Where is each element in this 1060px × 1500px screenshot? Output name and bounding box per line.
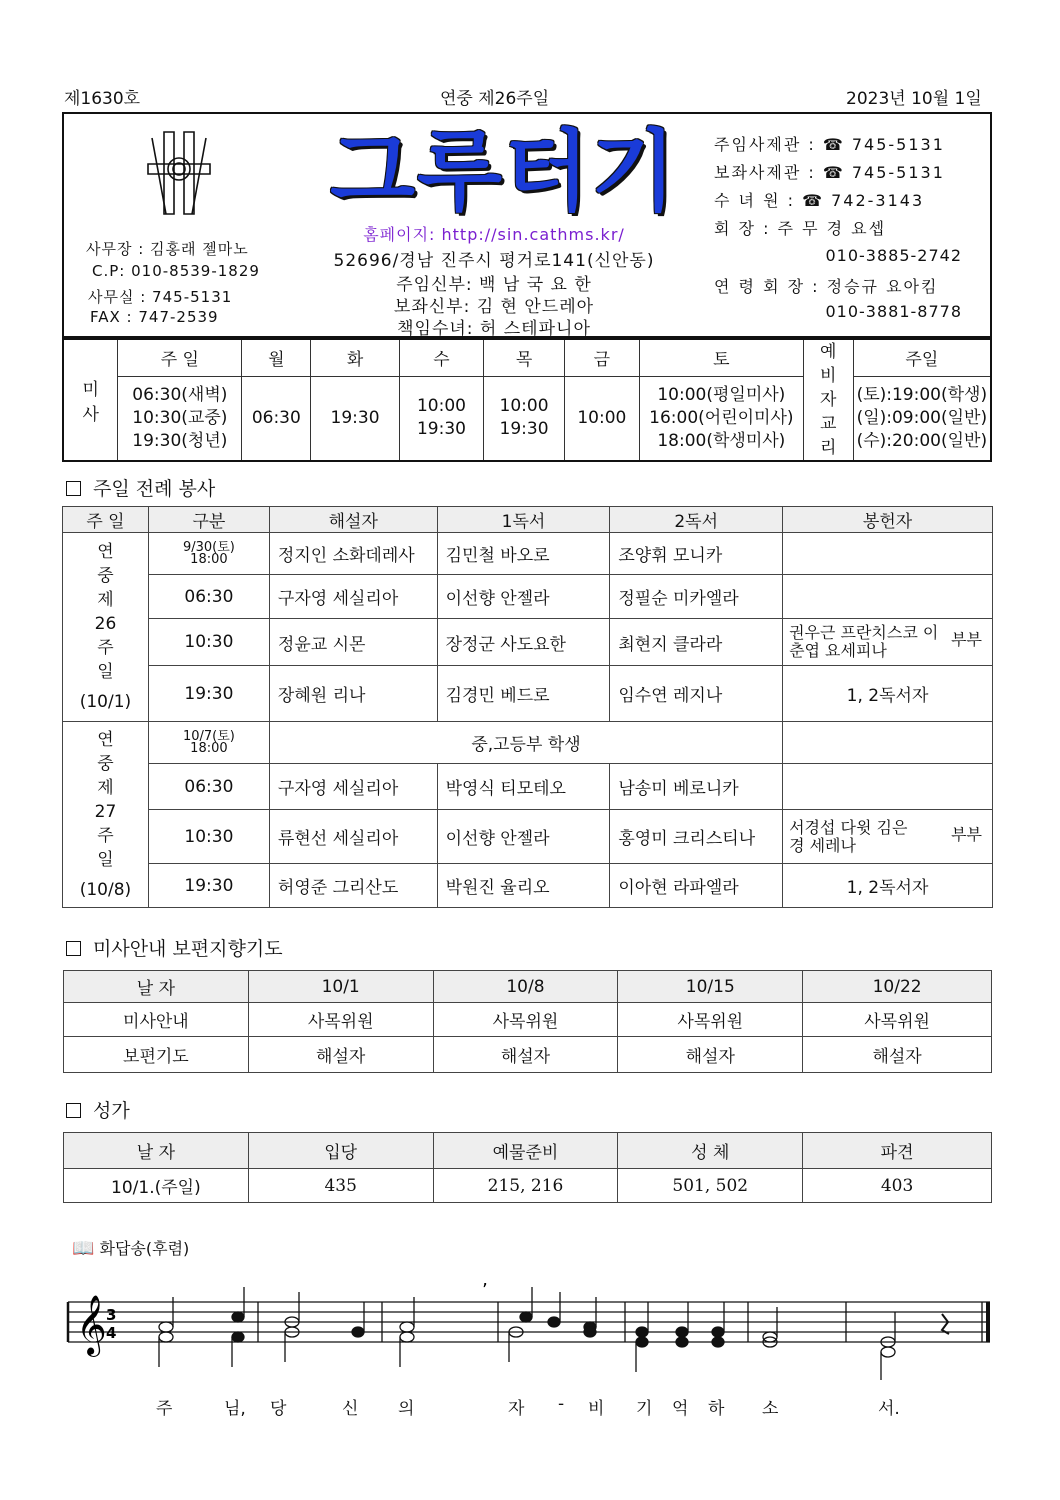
lyric-syllable: 소 (762, 1399, 779, 1419)
column-header: 해설자 (269, 507, 437, 533)
office-line: 사무장 : 김홍래 젤마노 (86, 240, 249, 258)
service-time: 10:30 (148, 810, 269, 864)
offerer-names: 권우근 프란치스코 이춘엽 요세피나 (789, 623, 939, 660)
column-header: 10/15 (618, 971, 803, 1003)
liturgy-section-title (66, 474, 215, 501)
day-header: 토 (639, 339, 803, 376)
psalm-title-text: 화답송(후렴) (99, 1239, 190, 1258)
lyric-syllable: 하 (708, 1399, 725, 1419)
service-time: 06:30 (148, 764, 269, 810)
reader-2: 이아현 라파엘라 (610, 864, 783, 908)
commentator: 정지인 소화데레사 (269, 533, 437, 575)
day-header: 수 (399, 339, 484, 376)
time-signature: 4 (106, 1324, 117, 1342)
reader-2: 최현지 클라라 (610, 619, 783, 666)
lyric-syllable: 의 (398, 1399, 415, 1419)
column-header: 날 자 (64, 971, 249, 1003)
commentator: 장혜원 리나 (269, 666, 437, 722)
lyric-syllable: 기 (636, 1399, 653, 1419)
guide-section-title (66, 934, 283, 961)
column-header: 10/22 (803, 971, 992, 1003)
commentator: 구자영 세실리아 (269, 764, 437, 810)
treble-clef-icon: 𝄞 (76, 1295, 107, 1355)
service-time: 10/7(토) 18:00 (148, 722, 269, 764)
time-signature: 3 (106, 1306, 117, 1324)
column-header: 입당 (248, 1133, 433, 1169)
reader-2: 홍영미 크리스티나 (610, 810, 783, 864)
guide-cell: 사목위원 (618, 1003, 803, 1037)
lyric-syllable: 비 (588, 1399, 605, 1419)
catechumen-time: (토):19:00(학생) (856, 384, 988, 405)
mass-time: 16:00(어린이미사) (649, 407, 794, 428)
column-header: 봉헌자 (783, 507, 993, 533)
address: 52696/경남 진주시 평거로141(신안동) (333, 251, 655, 271)
column-header: 성 체 (618, 1133, 803, 1169)
checkbox-icon (66, 481, 81, 496)
mass-time: 18:00(학생미사) (657, 430, 786, 451)
guide-table (63, 970, 992, 1073)
reader-2: 남송미 베로니카 (610, 764, 783, 810)
week-label-char: 연 (97, 542, 114, 562)
lyric-syllable: - (558, 1394, 565, 1414)
mass-time: 10:30(교중) (132, 407, 228, 428)
mass-time: 19:30(청년) (132, 430, 228, 451)
catechumen-time: (수):20:00(일반) (856, 430, 988, 451)
service-time: 19:30 (148, 864, 269, 908)
book-icon: 📖 (72, 1238, 95, 1259)
offerer (783, 764, 993, 810)
week-label-char: 일 (97, 662, 114, 682)
week-label-char: 26 (94, 614, 117, 634)
contact-line: 수 녀 원 : ☎ 742-3143 (714, 191, 925, 210)
hymn-number: 435 (248, 1169, 433, 1203)
week-label-char: 제 (97, 590, 114, 610)
psalm-title (72, 1236, 189, 1259)
service-time: 10:30 (148, 619, 269, 666)
homepage-link[interactable]: 홈페이지: http://sin.cathms.kr/ (363, 225, 625, 244)
column-header: 10/1 (248, 971, 433, 1003)
offerer (783, 533, 993, 575)
contact-line: 010-3881-8778 (825, 302, 962, 321)
column-header: 10/8 (433, 971, 618, 1003)
service-time: 06:30 (148, 575, 269, 619)
reader-1: 박원진 율리오 (437, 864, 610, 908)
mass-time: 19:30 (416, 419, 466, 440)
lyrics (0, 1394, 1060, 1418)
assistant-priest: 보좌신부: 김 현 안드레아 (393, 297, 595, 317)
issue-date: 2023년 10월 1일 (846, 89, 982, 109)
merged-cell: 중,고등부 학생 (269, 722, 782, 764)
week-label-char: 제 (97, 777, 114, 798)
reader-1: 장정군 사도요한 (437, 619, 610, 666)
reader-1: 이선향 안젤라 (437, 575, 610, 619)
mass-time: 10:00 (564, 376, 639, 461)
hymn-number: 403 (803, 1169, 992, 1203)
guide-cell: 해설자 (618, 1037, 803, 1073)
commentator: 허영준 그리산도 (269, 864, 437, 908)
day-header: 주일 (853, 339, 991, 376)
week-label-char: (10/8) (79, 879, 132, 900)
offerer-couple: 부부 (951, 825, 982, 844)
contact-line: 연 령 회 장 : 정승규 요아킴 (714, 277, 939, 296)
parish-logo-icon (144, 128, 214, 220)
service-time: 19:30 (148, 666, 269, 722)
lyric-syllable: 자 (508, 1399, 525, 1419)
lyric-syllable: 서. (878, 1399, 900, 1419)
row-label: 미사안내 (64, 1003, 249, 1037)
reader-1: 박영식 티모테오 (437, 764, 610, 810)
hymn-date: 10/1.(주일) (64, 1169, 249, 1203)
lyric-syllable: 주 (156, 1399, 173, 1419)
week-name: 연중 제26주일 (440, 89, 550, 109)
hymn-section-title (66, 1096, 130, 1123)
guide-cell: 사목위원 (803, 1003, 992, 1037)
reader-1: 김경민 베드로 (437, 666, 610, 722)
mass-time: 10:00 (416, 396, 466, 417)
week-label-char: 중 (97, 566, 114, 586)
offerer (783, 575, 993, 619)
sister-in-charge: 책임수녀: 허 스테파니아 (397, 319, 591, 339)
reader-1: 김민철 바오로 (437, 533, 610, 575)
catechumen-time: (일):09:00(일반) (856, 407, 988, 428)
column-header: 1독서 (437, 507, 610, 533)
offerer (783, 722, 993, 764)
guide-cell: 해설자 (248, 1037, 433, 1073)
hymn-table (63, 1132, 992, 1203)
lyric-syllable: 당 (270, 1399, 287, 1419)
lyric-syllable: 억 (672, 1399, 689, 1419)
contact-line: 보좌사제관 : ☎ 745-5131 (714, 163, 945, 182)
offerer-couple: 부부 (951, 630, 982, 649)
office-line: 사무실 : 745-5131 (88, 288, 233, 306)
column-header: 구분 (148, 507, 269, 533)
checkbox-icon (66, 941, 81, 956)
lyric-syllable: 신 (342, 1399, 359, 1419)
reader-2: 조양휘 모니카 (610, 533, 783, 575)
notes (159, 1287, 895, 1380)
column-header: 날 자 (64, 1133, 249, 1169)
mass-time: 19:30 (499, 419, 549, 440)
guide-title-text: 미사안내 보편지향기도 (93, 938, 283, 960)
column-header: 파견 (803, 1133, 992, 1169)
row-label: 보편기도 (64, 1037, 249, 1073)
offerer: 1, 2독서자 (783, 864, 993, 908)
reader-2: 임수연 레지나 (610, 666, 783, 722)
column-header: 주 일 (63, 507, 149, 533)
office-line: FAX : 747-2539 (90, 308, 219, 326)
hymn-number: 501, 502 (618, 1169, 803, 1203)
day-header: 금 (564, 339, 639, 376)
week-label-char: 주 (97, 638, 114, 658)
week-label-char: 중 (97, 753, 114, 774)
offerer (783, 619, 993, 666)
column-header: 2독서 (610, 507, 783, 533)
reader-2: 정필순 미카엘라 (610, 575, 783, 619)
week-label-char: 일 (97, 849, 114, 870)
week-label-char: (10/1) (79, 692, 132, 712)
mass-row-label: 미사 (63, 339, 118, 461)
week-label (63, 533, 149, 722)
column-header: 예물준비 (433, 1133, 618, 1169)
reader-1: 이선향 안젤라 (437, 810, 610, 864)
liturgy-table (62, 506, 993, 908)
contact-line: 010-3885-2742 (825, 246, 962, 265)
commentator: 류현선 세실리아 (269, 810, 437, 864)
week-label-char: 연 (97, 729, 114, 750)
newsletter-title: 그루터기 (329, 120, 679, 223)
hymn-title-text: 성가 (93, 1100, 130, 1122)
day-header: 월 (242, 339, 311, 376)
offerer-names: 서경섭 다윗 김은경 세레나 (789, 817, 908, 855)
offerer (783, 810, 993, 864)
week-label-char: 주 (97, 825, 114, 846)
hymn-number: 215, 216 (433, 1169, 618, 1203)
guide-cell: 해설자 (433, 1037, 618, 1073)
music-staff (62, 1280, 994, 1380)
mass-time: 06:30(새벽) (132, 384, 228, 405)
guide-cell: 사목위원 (248, 1003, 433, 1037)
contact-line: 회 장 : 주 무 경 요셉 (714, 219, 887, 238)
pastor: 주임신부: 백 남 국 요 한 (396, 275, 592, 295)
masthead (62, 112, 992, 338)
mass-time: 10:00(평일미사) (657, 384, 786, 405)
commentator: 구자영 세실리아 (269, 575, 437, 619)
guide-cell: 해설자 (803, 1037, 992, 1073)
offerer: 1, 2독서자 (783, 666, 993, 722)
breath-mark-icon: ’ (482, 1280, 488, 1301)
mass-schedule-table (62, 338, 992, 462)
day-header: 목 (484, 339, 565, 376)
issue-number: 제1630호 (64, 89, 141, 109)
day-header: 화 (311, 339, 399, 376)
guide-cell: 사목위원 (433, 1003, 618, 1037)
checkbox-icon (66, 1103, 81, 1118)
commentator: 정윤교 시몬 (269, 619, 437, 666)
mass-time: 10:00 (499, 396, 549, 417)
office-line: C.P: 010-8539-1829 (92, 262, 260, 280)
contact-line: 주임사제관 : ☎ 745-5131 (714, 135, 945, 154)
day-header: 주 일 (118, 339, 242, 376)
lyric-syllable: 님, (224, 1399, 246, 1419)
liturgy-title-text: 주일 전례 봉사 (93, 478, 216, 500)
rest-icon (942, 1314, 949, 1334)
week-label (63, 722, 149, 908)
service-time: 9/30(토) 18:00 (148, 533, 269, 575)
week-label-char: 27 (94, 801, 117, 822)
mass-time: 19:30 (311, 376, 399, 461)
mass-time: 06:30 (242, 376, 311, 461)
catechumen-header: 예비자교리 (803, 339, 853, 461)
